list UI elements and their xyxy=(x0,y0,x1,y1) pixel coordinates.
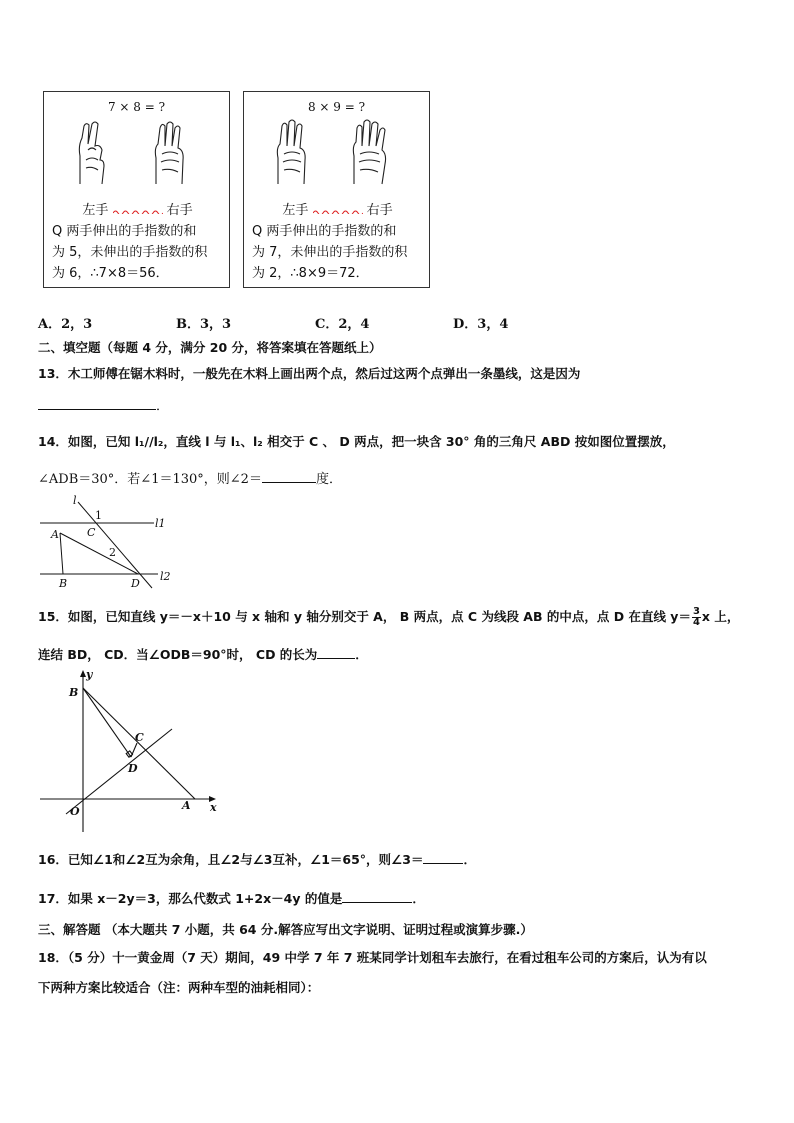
label-l1: l1 xyxy=(155,517,166,530)
section3-title: 三、解答题 （本大题共 7 小题，共 64 分.解答应写出文字说明、证明过程或演算步骤.） xyxy=(38,922,533,937)
q13-end: ． xyxy=(156,399,170,414)
segment-bd xyxy=(83,688,131,757)
q17-line xyxy=(38,889,425,907)
label-angle-1: 1 xyxy=(95,509,102,522)
label-y: y xyxy=(86,668,93,681)
triangle-side-ad xyxy=(60,533,138,574)
box2-line1: Q 两手伸出的手指数的和 xyxy=(252,224,397,239)
triangle-side-ab xyxy=(60,533,63,574)
q15-fraction xyxy=(692,607,701,628)
choice-c[interactable]: C．2，4 xyxy=(315,317,370,332)
box1-right-hand: 右手 xyxy=(166,203,193,218)
line-od xyxy=(66,729,172,814)
label-O: O xyxy=(70,805,80,818)
label-B: B xyxy=(69,686,79,699)
squiggle-underline-icon xyxy=(113,208,163,214)
q17-text: 17．如果 x－2y＝3，那么代数式 1+2x－4y 的值是 xyxy=(38,891,343,906)
box2-right-hand: 右手 xyxy=(366,203,393,218)
q15-line1-text: 15．如图，已知直线 y＝－x＋10 与 x 轴和 y 轴分别交于 A， B 两点，点 C 为线段 AB 的中点，点 D 在直线 y＝ xyxy=(38,609,691,624)
q14-line2-text: ∠ADB＝30°．若∠1＝130°，则∠2＝ xyxy=(38,472,262,487)
label-D: D xyxy=(128,762,138,775)
box2-line2: 为 7，未伸出的手指数的积 xyxy=(252,245,408,260)
box2-line3: 为 2，∴8×9＝72． xyxy=(252,266,369,281)
q14-line1: 14．如图，已知 l₁//l₂，直线 l 与 l₁、l₂ 相交于 C 、 D 两点，把一块含 30° 角的三角尺 ABD 按如图位置摆放， xyxy=(38,434,675,449)
q15-line2-text: 连结 BD， CD．当∠ODB＝90°时， CD 的长为 xyxy=(38,647,318,662)
box1-text xyxy=(52,200,223,284)
label-x: x xyxy=(210,801,217,814)
q15-line1 xyxy=(38,607,739,628)
label-l: l xyxy=(73,494,77,507)
box1-left-hand: 左手 xyxy=(82,203,109,218)
q15-line1-end: x 上， xyxy=(701,609,740,624)
squiggle-underline-icon xyxy=(313,208,363,214)
box2-hands-label xyxy=(252,200,423,221)
hands-illustration-1 xyxy=(44,116,229,188)
q14-figure xyxy=(34,492,184,592)
q14-line2 xyxy=(38,468,342,487)
q13-text: 13．木工师傅在锯木料时，一般先在木料上画出两个点，然后过这两个点弹出一条墨线，这是因为 xyxy=(38,366,581,381)
box2-text xyxy=(252,200,423,284)
label-A: A xyxy=(51,528,59,541)
q15-line2-end: ． xyxy=(355,647,368,662)
section2-title: 二、填空题（每题 4 分，满分 20 分，将答案填在答题纸上） xyxy=(38,340,382,355)
box1-line1: Q 两手伸出的手指数的和 xyxy=(52,224,197,239)
q13-answer-line xyxy=(38,395,169,414)
line-l xyxy=(78,502,152,588)
q16-line xyxy=(38,850,476,868)
hands-illustration-2 xyxy=(244,116,429,188)
hands-icon xyxy=(244,116,429,188)
choice-d[interactable]: D．3，4 xyxy=(453,317,509,332)
q18-line2: 下两种方案比较适合（注：两种车型的油耗相同）： xyxy=(38,980,320,995)
choice-b[interactable]: B．3，3 xyxy=(176,317,232,332)
finger-multiplication-box-1 xyxy=(43,91,230,288)
q17-answer-blank[interactable] xyxy=(342,890,412,903)
q17-end: ． xyxy=(412,891,425,906)
q16-answer-blank[interactable] xyxy=(423,851,463,864)
box1-line3: 为 6，∴7×8＝56． xyxy=(52,266,169,281)
box2-left-hand: 左手 xyxy=(282,203,309,218)
q14-answer-blank[interactable] xyxy=(262,470,316,483)
choice-a[interactable]: A．2，3 xyxy=(38,317,93,332)
q16-end: ． xyxy=(463,852,476,867)
hands-icon xyxy=(44,116,229,188)
finger-multiplication-box-2 xyxy=(243,91,430,288)
label-l2: l2 xyxy=(160,570,171,583)
box1-hands-label xyxy=(52,200,223,221)
box2-equation: 8 × 9 = ? xyxy=(307,100,366,114)
label-angle-2: 2 xyxy=(109,546,116,559)
q14-line2-end: 度． xyxy=(315,472,342,487)
q15-frac-num: 3 xyxy=(692,606,700,617)
q15-frac-den: 4 xyxy=(692,617,700,628)
box1-equation: 7 × 8 = ? xyxy=(107,100,166,114)
label-B: B xyxy=(59,577,68,590)
q15-line2 xyxy=(38,645,368,663)
q15-figure xyxy=(36,668,226,838)
label-C: C xyxy=(87,526,96,539)
q16-text: 16．已知∠1和∠2互为余角，且∠2与∠3互补，∠1＝65°，则∠3＝ xyxy=(38,852,424,867)
label-D: D xyxy=(131,577,140,590)
q15-answer-blank[interactable] xyxy=(317,646,355,659)
box1-line2: 为 5，未伸出的手指数的积 xyxy=(52,245,208,260)
q13-answer-blank[interactable] xyxy=(38,397,156,410)
q18-line1: 18．（5 分）十一黄金周（7 天）期间，49 中学 7 年 7 班某同学计划租车去旅行，在看过租车公司的方案后，认为有以 xyxy=(38,950,707,965)
label-C: C xyxy=(135,731,144,744)
label-A: A xyxy=(182,799,191,812)
